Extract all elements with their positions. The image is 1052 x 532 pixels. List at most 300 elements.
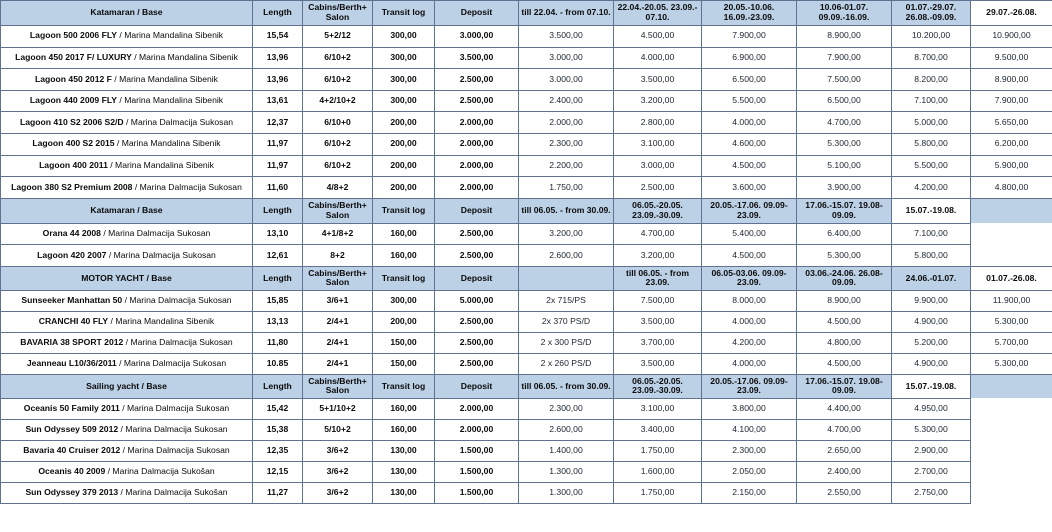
price-cell: 7.900,00 (702, 26, 797, 48)
spec-cell: 2.500,00 (435, 223, 519, 245)
spec-cell: 200,00 (373, 177, 435, 199)
price-cell: 4.800,00 (797, 332, 892, 353)
price-cell: 1.600,00 (614, 461, 702, 482)
table-row (1, 440, 1052, 461)
price-cell (971, 440, 1052, 461)
model-base-separator: / (118, 424, 126, 435)
boat-model: Sun Odyssey 509 2012 (25, 424, 119, 435)
section-title: Katamaran / Base (1, 198, 253, 223)
price-cell (971, 419, 1052, 440)
price-cell: 2 x 300 PS/D (519, 332, 614, 353)
spec-cell: 1.500,00 (435, 440, 519, 461)
spec-cell: 4/8+2 (303, 177, 373, 199)
column-header: 01.07.-26.08. (971, 266, 1052, 290)
spec-cell: 130,00 (373, 440, 435, 461)
column-header: till 22.04. - from 07.10. (519, 1, 614, 26)
price-cell: 4.500,00 (797, 353, 892, 374)
spec-cell: 150,00 (373, 353, 435, 374)
column-header: 06.05.-20.05. 23.09.-30.09. (614, 198, 702, 223)
spec-cell: 300,00 (373, 69, 435, 91)
price-cell: 2x 370 PS/D (519, 311, 614, 332)
spec-cell: 2.500,00 (435, 90, 519, 112)
price-cell: 9.500,00 (971, 47, 1052, 69)
price-cell: 8.200,00 (892, 69, 971, 91)
price-cell: 5.200,00 (892, 332, 971, 353)
boat-model: Sun Odyssey 379 2013 (25, 487, 119, 498)
spec-cell: 5/10+2 (303, 419, 373, 440)
price-cell (971, 398, 1052, 419)
model-base-separator: / (117, 95, 125, 106)
spec-cell: 130,00 (373, 461, 435, 482)
price-cell: 2.650,00 (797, 440, 892, 461)
boat-base: Marina Dalmacija Sukosan (123, 358, 227, 369)
section-header-row (1, 266, 1052, 290)
price-cell: 7.100,00 (892, 90, 971, 112)
price-cell: 4.700,00 (614, 223, 702, 245)
column-header: Deposit (435, 374, 519, 398)
boat-name-cell (1, 482, 253, 503)
model-base-separator: / (108, 316, 116, 327)
price-cell: 11.900,00 (971, 290, 1052, 311)
column-header: Cabins/Berth+ Salon (303, 266, 373, 290)
column-header: Length (253, 374, 303, 398)
price-cell: 4.400,00 (797, 398, 892, 419)
column-header: Transit log (373, 266, 435, 290)
model-base-separator: / (122, 295, 130, 306)
spec-cell: 130,00 (373, 482, 435, 503)
boat-model: Lagoon 450 2012 F (35, 73, 112, 84)
boat-model: Lagoon 450 2017 F/ LUXURY (15, 52, 132, 63)
price-cell: 2.000,00 (519, 112, 614, 134)
table-row (1, 311, 1052, 332)
spec-cell: 3.500,00 (435, 47, 519, 69)
boat-name-cell (1, 461, 253, 482)
boat-base: Marina Mandalina Sibenik (124, 30, 224, 41)
column-header: Cabins/Berth+ Salon (303, 374, 373, 398)
boat-base: Marina Dalmacija Sukosan (127, 445, 230, 456)
spec-cell: 300,00 (373, 47, 435, 69)
spec-cell: 6/10+2 (303, 155, 373, 177)
price-cell: 1.750,00 (614, 440, 702, 461)
price-cell: 4.500,00 (614, 26, 702, 48)
column-header: Deposit (435, 1, 519, 26)
price-cell: 5.300,00 (892, 419, 971, 440)
table-row (1, 332, 1052, 353)
boat-name-cell (1, 112, 253, 134)
price-cell: 3.800,00 (702, 398, 797, 419)
price-cell: 5.300,00 (971, 353, 1052, 374)
spec-cell: 15,54 (253, 26, 303, 48)
price-cell: 3.400,00 (614, 419, 702, 440)
price-cell: 5.100,00 (797, 155, 892, 177)
spec-cell: 200,00 (373, 311, 435, 332)
spec-cell: 2.500,00 (435, 245, 519, 267)
column-header: Cabins/Berth+ Salon (303, 198, 373, 223)
price-cell: 1.300,00 (519, 461, 614, 482)
column-header: Length (253, 266, 303, 290)
column-header: 24.06.-01.07. (892, 266, 971, 290)
spec-cell: 13,96 (253, 69, 303, 91)
boat-model: Oceanis 40 2009 (38, 466, 106, 477)
spec-cell: 12,61 (253, 245, 303, 267)
price-cell: 4.600,00 (702, 133, 797, 155)
boat-name-cell (1, 155, 253, 177)
model-base-separator: / (117, 30, 125, 41)
price-cell: 4.200,00 (702, 332, 797, 353)
model-base-separator: / (120, 445, 128, 456)
column-header: till 06.05. - from 30.09. (519, 374, 614, 398)
price-cell: 6.900,00 (702, 47, 797, 69)
boat-name-cell (1, 69, 253, 91)
spec-cell: 11,80 (253, 332, 303, 353)
column-header: Length (253, 198, 303, 223)
table-row (1, 112, 1052, 134)
price-cell: 5.300,00 (797, 133, 892, 155)
price-cell: 1.750,00 (519, 177, 614, 199)
boat-model: Lagoon 500 2006 FLY (29, 30, 118, 41)
price-cell: 7.900,00 (797, 47, 892, 69)
table-row (1, 245, 1052, 267)
table-row (1, 155, 1052, 177)
spec-cell: 200,00 (373, 155, 435, 177)
column-header: till 06.05. - from 30.09. (519, 198, 614, 223)
price-cell: 3.500,00 (614, 353, 702, 374)
price-cell: 2.200,00 (519, 155, 614, 177)
model-base-separator: / (105, 466, 113, 477)
table-row (1, 26, 1052, 48)
spec-cell: 160,00 (373, 419, 435, 440)
column-header: Transit log (373, 1, 435, 26)
column-header: 15.07.-19.08. (892, 198, 971, 223)
spec-cell: 11,97 (253, 133, 303, 155)
table-row (1, 461, 1052, 482)
boat-base: Marina Dalmacija Sukošan (125, 487, 228, 498)
price-cell: 3.000,00 (519, 69, 614, 91)
column-header: Transit log (373, 198, 435, 223)
boat-model: Orana 44 2008 (42, 228, 101, 239)
spec-cell: 160,00 (373, 245, 435, 267)
price-cell: 4.950,00 (892, 398, 971, 419)
spec-cell: 3/6+2 (303, 440, 373, 461)
spec-cell: 3.000,00 (435, 26, 519, 48)
price-cell: 6.500,00 (797, 90, 892, 112)
price-cell: 4.700,00 (797, 112, 892, 134)
section-header-row (1, 1, 1052, 26)
price-cell: 2 x 260 PS/D (519, 353, 614, 374)
boat-base: Marina Dalmacija Sukosan (130, 337, 233, 348)
price-cell: 4.000,00 (702, 112, 797, 134)
price-cell (971, 482, 1052, 503)
spec-cell: 5+2/12 (303, 26, 373, 48)
price-cell: 2.700,00 (892, 461, 971, 482)
spec-cell: 12,35 (253, 440, 303, 461)
price-cell: 10.200,00 (892, 26, 971, 48)
column-header: till 06.05. - from 23.09. (614, 266, 702, 290)
price-cell: 4.000,00 (702, 353, 797, 374)
boat-base: Marina Dalmacija Sukosan (113, 249, 216, 260)
price-cell: 5.500,00 (702, 90, 797, 112)
boat-model: BAVARIA 38 SPORT 2012 (20, 337, 124, 348)
spec-cell: 4+1/8+2 (303, 223, 373, 245)
spec-cell: 11,97 (253, 155, 303, 177)
boat-base: Marina Mandalina Sibenik (119, 73, 218, 84)
boat-base: Marina Mandalina Sibenik (115, 316, 215, 327)
section-title: Katamaran / Base (1, 1, 253, 26)
boat-name-cell (1, 290, 253, 311)
price-cell: 1.750,00 (614, 482, 702, 503)
price-cell: 3.200,00 (519, 223, 614, 245)
column-header: 03.06.-24.06. 26.08-09.09. (797, 266, 892, 290)
price-cell: 4.500,00 (702, 245, 797, 267)
price-cell: 5.650,00 (971, 112, 1052, 134)
boat-base: Marina Dalmacija Sukosan (108, 228, 211, 239)
spec-cell: 3/6+2 (303, 482, 373, 503)
spec-cell: 13,61 (253, 90, 303, 112)
column-header: Cabins/Berth+ Salon (303, 1, 373, 26)
price-cell: 4.000,00 (614, 47, 702, 69)
price-cell: 7.100,00 (892, 223, 971, 245)
spec-cell: 2.500,00 (435, 69, 519, 91)
boat-model: Jeanneau L10/36/2011 (26, 358, 117, 369)
boat-base: Marina Dalmacija Sukosan (126, 403, 230, 414)
price-cell: 4.100,00 (702, 419, 797, 440)
column-header: 10.06-01.07. 09.09.-16.09. (797, 1, 892, 26)
section-header-row (1, 198, 1052, 223)
boat-name-cell (1, 332, 253, 353)
spec-cell: 11,27 (253, 482, 303, 503)
price-cell (971, 461, 1052, 482)
column-header (971, 198, 1052, 223)
boat-name-cell (1, 440, 253, 461)
spec-cell: 13,96 (253, 47, 303, 69)
spec-cell: 10.85 (253, 353, 303, 374)
price-cell: 2.550,00 (797, 482, 892, 503)
price-cell: 2.150,00 (702, 482, 797, 503)
boat-model: Lagoon 410 S2 2006 S2/D (19, 116, 124, 127)
table-row (1, 69, 1052, 91)
column-header: 22.04.-20.05. 23.09.- 07.10. (614, 1, 702, 26)
spec-cell: 15,85 (253, 290, 303, 311)
table-row (1, 353, 1052, 374)
price-cell: 3.700,00 (614, 332, 702, 353)
spec-cell: 2.500,00 (435, 311, 519, 332)
column-header: 17.06.-15.07. 19.08-09.09. (797, 374, 892, 398)
model-base-separator: / (114, 138, 122, 149)
price-cell: 2.600,00 (519, 419, 614, 440)
column-header: Length (253, 1, 303, 26)
model-base-separator: / (106, 249, 114, 260)
spec-cell: 4+2/10+2 (303, 90, 373, 112)
price-cell: 8.900,00 (797, 26, 892, 48)
boat-model: Oceanis 50 Family 2011 (23, 403, 120, 414)
column-header: 06.05-03.06. 09.09-23.09. (702, 266, 797, 290)
spec-cell: 2.000,00 (435, 419, 519, 440)
table-row (1, 290, 1052, 311)
column-header: Deposit (435, 266, 519, 290)
price-cell: 2.300,00 (702, 440, 797, 461)
price-cell: 10.900,00 (971, 26, 1052, 48)
price-cell: 3.000,00 (519, 47, 614, 69)
price-cell: 7.500,00 (614, 290, 702, 311)
boat-model: Lagoon 380 S2 Premium 2008 (11, 181, 133, 192)
table-row (1, 398, 1052, 419)
price-cell: 5.300,00 (971, 311, 1052, 332)
boat-name-cell (1, 353, 253, 374)
price-cell: 3.500,00 (614, 311, 702, 332)
model-base-separator: / (100, 228, 109, 239)
spec-cell: 200,00 (373, 112, 435, 134)
price-cell: 4.800,00 (971, 177, 1052, 199)
spec-cell: 2.000,00 (435, 133, 519, 155)
spec-cell: 6/10+0 (303, 112, 373, 134)
price-cell: 7.900,00 (971, 90, 1052, 112)
boat-name-cell (1, 177, 253, 199)
spec-cell: 300,00 (373, 290, 435, 311)
spec-cell: 1.500,00 (435, 461, 519, 482)
spec-cell: 2.000,00 (435, 155, 519, 177)
section-header-row (1, 374, 1052, 398)
price-cell: 3.500,00 (519, 26, 614, 48)
boat-base: Marina Mandalina Sibenik (115, 160, 214, 171)
price-cell: 4.500,00 (702, 155, 797, 177)
spec-cell: 2.000,00 (435, 177, 519, 199)
price-cell: 8.900,00 (797, 290, 892, 311)
table-row (1, 223, 1052, 245)
model-base-separator: / (119, 403, 127, 414)
price-cell: 3.900,00 (797, 177, 892, 199)
boat-base: Marina Mandalina Sibenik (138, 52, 238, 63)
spec-cell: 12,37 (253, 112, 303, 134)
section-title: Sailing yacht / Base (1, 374, 253, 398)
price-cell: 2.400,00 (797, 461, 892, 482)
price-cell: 6.400,00 (797, 223, 892, 245)
model-base-separator: / (111, 73, 120, 84)
model-base-separator: / (107, 160, 116, 171)
section-title: MOTOR YACHT / Base (1, 266, 253, 290)
price-cell: 5.700,00 (971, 332, 1052, 353)
price-cell: 6.200,00 (971, 133, 1052, 155)
price-cell: 2.050,00 (702, 461, 797, 482)
spec-cell: 15,42 (253, 398, 303, 419)
spec-cell: 13,13 (253, 311, 303, 332)
price-cell: 7.500,00 (797, 69, 892, 91)
price-cell: 4.900,00 (892, 353, 971, 374)
column-header: 20.05.-17.06. 09.09-23.09. (702, 374, 797, 398)
spec-cell: 5+1/10+2 (303, 398, 373, 419)
column-header: 20.05.-10.06. 16.09.-23.09. (702, 1, 797, 26)
price-cell (971, 245, 1052, 267)
model-base-separator: / (132, 181, 140, 192)
spec-cell: 150,00 (373, 332, 435, 353)
column-header: Transit log (373, 374, 435, 398)
spec-cell: 300,00 (373, 90, 435, 112)
boat-base: Marina Dalmacija Sukosan (130, 116, 234, 127)
price-cell: 5.500,00 (892, 155, 971, 177)
boat-base: Marina Dalmacija Sukosan (125, 424, 228, 435)
column-header: 15.07.-19.08. (892, 374, 971, 398)
table-row (1, 177, 1052, 199)
boat-name-cell (1, 398, 253, 419)
price-cell: 3.100,00 (614, 398, 702, 419)
price-cell: 4.500,00 (797, 311, 892, 332)
column-header: 17.06.-15.07. 19.08-09.09. (797, 198, 892, 223)
price-cell: 1.400,00 (519, 440, 614, 461)
price-cell: 5.400,00 (702, 223, 797, 245)
spec-cell: 1.500,00 (435, 482, 519, 503)
spec-cell: 15,38 (253, 419, 303, 440)
price-cell (971, 223, 1052, 245)
price-cell: 8.900,00 (971, 69, 1052, 91)
price-cell: 2.400,00 (519, 90, 614, 112)
column-header: 20.05.-17.06. 09.09-23.09. (702, 198, 797, 223)
boat-base: Marina Mandalina Sibenik (121, 138, 221, 149)
boat-name-cell (1, 90, 253, 112)
price-cell: 3.600,00 (702, 177, 797, 199)
spec-cell: 2.500,00 (435, 332, 519, 353)
boat-base: Marina Dalmacija Sukosan (139, 181, 242, 192)
price-cell: 2.600,00 (519, 245, 614, 267)
model-base-separator: / (118, 487, 126, 498)
model-base-separator: / (123, 116, 131, 127)
spec-cell: 3/6+2 (303, 461, 373, 482)
spec-cell: 160,00 (373, 398, 435, 419)
price-cell: 2x 715/PS (519, 290, 614, 311)
table-row (1, 47, 1052, 69)
boat-name-cell (1, 133, 253, 155)
boat-model: Lagoon 420 2007 (37, 249, 107, 260)
spec-cell: 2.000,00 (435, 112, 519, 134)
boat-name-cell (1, 245, 253, 267)
table-row (1, 90, 1052, 112)
price-cell: 8.000,00 (702, 290, 797, 311)
table-row (1, 419, 1052, 440)
table-row (1, 482, 1052, 503)
boat-name-cell (1, 419, 253, 440)
column-header: 06.05.-20.05. 23.09.-30.09. (614, 374, 702, 398)
boat-model: CRANCHI 40 FLY (38, 316, 109, 327)
column-header (971, 374, 1052, 398)
price-cell: 1.300,00 (519, 482, 614, 503)
spec-cell: 6/10+2 (303, 133, 373, 155)
boat-model: Bavaria 40 Cruiser 2012 (23, 445, 121, 456)
price-cell: 6.500,00 (702, 69, 797, 91)
price-cell: 9.900,00 (892, 290, 971, 311)
model-base-separator: / (131, 52, 139, 63)
boat-name-cell (1, 47, 253, 69)
boat-name-cell (1, 311, 253, 332)
boat-base: Marina Dalmacija Sukosan (129, 295, 232, 306)
spec-cell: 2/4+1 (303, 353, 373, 374)
column-header: Deposit (435, 198, 519, 223)
price-cell: 2.500,00 (614, 177, 702, 199)
price-cell: 2.750,00 (892, 482, 971, 503)
column-header (519, 266, 614, 290)
boat-model: Lagoon 400 2011 (39, 160, 108, 171)
spec-cell: 200,00 (373, 133, 435, 155)
spec-cell: 6/10+2 (303, 47, 373, 69)
spec-cell: 2.000,00 (435, 398, 519, 419)
boat-base: Marina Mandalina Sibenik (124, 95, 224, 106)
spec-cell: 2/4+1 (303, 332, 373, 353)
boat-base: Marina Dalmacija Sukošan (112, 466, 215, 477)
price-cell: 2.800,00 (614, 112, 702, 134)
price-cell: 2.300,00 (519, 133, 614, 155)
boat-model: Lagoon 400 S2 2015 (32, 138, 115, 149)
price-cell: 3.100,00 (614, 133, 702, 155)
price-cell: 3.200,00 (614, 245, 702, 267)
spec-cell: 5.000,00 (435, 290, 519, 311)
boat-name-cell (1, 26, 253, 48)
